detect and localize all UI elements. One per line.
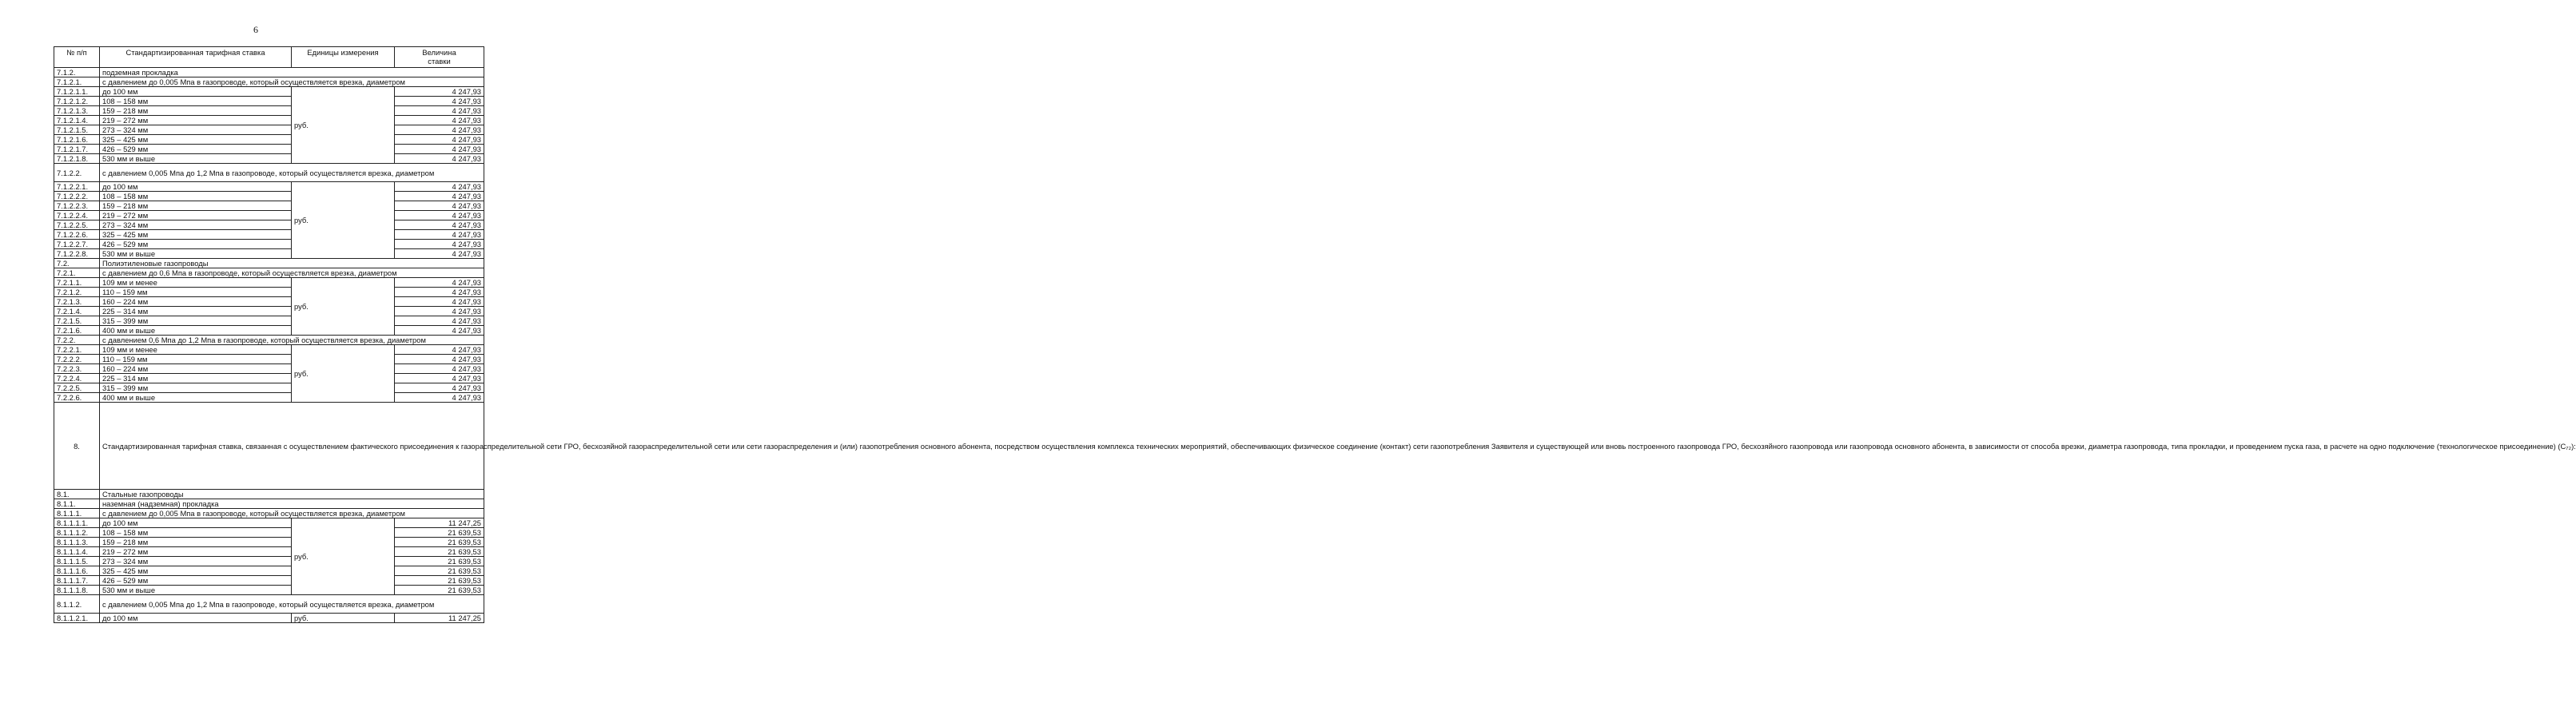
header-rate: Стандартизированная тарифная ставка <box>100 47 292 68</box>
row-number: 7.2.1.1. <box>54 278 100 288</box>
row-diameter: до 100 мм <box>100 182 292 192</box>
table-row <box>54 528 484 538</box>
section-row <box>54 68 484 77</box>
row-value: 4 247,93 <box>395 154 484 164</box>
row-number: 7.2.2.4. <box>54 374 100 383</box>
row-value: 4 247,93 <box>395 106 484 116</box>
unit-cell: руб. <box>292 345 395 403</box>
row-number: 8.1.1.1.8. <box>54 586 100 595</box>
section-title: с давлением до 0,6 Мпа в газопроводе, который осуществляется врезка, диаметром <box>100 268 484 278</box>
row-value: 21 639,53 <box>395 528 484 538</box>
row-diameter: 530 мм и выше <box>100 154 292 164</box>
row-number: 7.2.1. <box>54 268 100 278</box>
table-row <box>54 345 484 355</box>
row-number: 8.1.1.1.3. <box>54 538 100 547</box>
section-row <box>54 490 484 499</box>
row-diameter: 110 – 159 мм <box>100 355 292 364</box>
section-description: Стандартизированная тарифная ставка, связанная с осуществлением фактического присоединения к газораспределительной сети ГРО, бесхозяйной газораспределительной сети или сети газораспределения и (или) газопотребления основного абонента, посредством осуществления комплекса технических мероприятий, обеспечивающих физическое соединение (контакт) сети газопотребления Заявителя и существующей или вновь построенного газопровода ГРО, бесхозяйного газопровода или газопровода основного абонента, в зависимости от способа врезки, диаметра газопровода, типа прокладки, и проведением пуска газа, в расчете на одно подключение (технологическое присоединение) (С₇₂): <box>100 403 484 490</box>
row-number: 7.1.2.1.7. <box>54 145 100 154</box>
row-number: 7.1.2.1.4. <box>54 116 100 125</box>
row-diameter: 108 – 158 мм <box>100 97 292 106</box>
row-value: 4 247,93 <box>395 374 484 383</box>
row-number: 7.1.2.2.3. <box>54 201 100 211</box>
row-value: 4 247,93 <box>395 355 484 364</box>
row-value: 4 247,93 <box>395 316 484 326</box>
row-number: 7.1.2.2.5. <box>54 220 100 230</box>
row-diameter: 109 мм и менее <box>100 345 292 355</box>
row-value: 4 247,93 <box>395 125 484 135</box>
row-diameter: 159 – 218 мм <box>100 201 292 211</box>
section-row <box>54 499 484 509</box>
row-value: 4 247,93 <box>395 345 484 355</box>
table-row <box>54 576 484 586</box>
row-number: 8.1.1.1.1. <box>54 518 100 528</box>
row-diameter: 110 – 159 мм <box>100 288 292 297</box>
row-number: 7.2.2.6. <box>54 393 100 403</box>
row-number: 7.2.1.5. <box>54 316 100 326</box>
row-number: 7.1.2. <box>54 68 100 77</box>
row-number: 7.1.2.2.8. <box>54 249 100 259</box>
tariff-table <box>54 46 2576 623</box>
row-diameter: 160 – 224 мм <box>100 364 292 374</box>
section-row <box>54 509 484 518</box>
table-row <box>54 125 484 135</box>
table-row <box>54 154 484 164</box>
row-diameter: 219 – 272 мм <box>100 547 292 557</box>
row-diameter: до 100 мм <box>100 614 292 623</box>
row-diameter: 426 – 529 мм <box>100 240 292 249</box>
table-row <box>54 192 484 201</box>
section-row <box>54 259 484 268</box>
table-row <box>54 393 484 403</box>
row-diameter: 160 – 224 мм <box>100 297 292 307</box>
page-number: 6 <box>253 24 258 35</box>
row-value: 4 247,93 <box>395 220 484 230</box>
row-number: 7.1.2.1.1. <box>54 87 100 97</box>
table-row <box>54 518 484 528</box>
row-number: 7.1.2.2. <box>54 164 100 182</box>
row-value: 4 247,93 <box>395 240 484 249</box>
row-diameter: 225 – 314 мм <box>100 307 292 316</box>
table-row <box>54 230 484 240</box>
row-diameter: 159 – 218 мм <box>100 106 292 116</box>
table-row <box>54 211 484 220</box>
row-number: 8.1.1.1.4. <box>54 547 100 557</box>
row-value: 11 247,25 <box>395 518 484 528</box>
unit-cell: руб. <box>292 87 395 164</box>
table-row <box>54 374 484 383</box>
row-number: 7.1.2.2.1. <box>54 182 100 192</box>
row-value: 4 247,93 <box>395 201 484 211</box>
row-number: 7.1.2.1.5. <box>54 125 100 135</box>
row-value: 4 247,93 <box>395 97 484 106</box>
row-value: 4 247,93 <box>395 278 484 288</box>
table-row <box>54 307 484 316</box>
row-number: 7.1.2.2.4. <box>54 211 100 220</box>
table-row <box>54 586 484 595</box>
section-title: с давлением 0,005 Мпа до 1,2 Мпа в газопроводе, который осуществляется врезка, диаметром <box>100 595 484 614</box>
row-diameter: до 100 мм <box>100 87 292 97</box>
table-row <box>54 297 484 307</box>
table-row <box>54 182 484 192</box>
row-diameter: 273 – 324 мм <box>100 125 292 135</box>
row-value: 21 639,53 <box>395 576 484 586</box>
big-section-row <box>54 403 484 490</box>
row-value: 4 247,93 <box>395 145 484 154</box>
row-diameter: 273 – 324 мм <box>100 557 292 566</box>
row-number: 7.2.1.2. <box>54 288 100 297</box>
row-diameter: 219 – 272 мм <box>100 116 292 125</box>
table-row <box>54 614 484 623</box>
header-unit: Единицы измерения <box>292 47 395 68</box>
table-row <box>54 316 484 326</box>
row-number: 8.1.1.1. <box>54 509 100 518</box>
row-value: 21 639,53 <box>395 547 484 557</box>
row-number: 8.1.1.2.1. <box>54 614 100 623</box>
table-row <box>54 201 484 211</box>
row-diameter: 109 мм и менее <box>100 278 292 288</box>
row-diameter: 325 – 425 мм <box>100 566 292 576</box>
table-row <box>54 87 484 97</box>
row-value: 4 247,93 <box>395 116 484 125</box>
row-number: 7.2.1.6. <box>54 326 100 336</box>
row-diameter: 530 мм и выше <box>100 249 292 259</box>
row-number: 7.2.2.1. <box>54 345 100 355</box>
row-value: 4 247,93 <box>395 393 484 403</box>
row-number: 7.1.2.2.7. <box>54 240 100 249</box>
table-row <box>54 220 484 230</box>
section-title: с давлением 0,6 Мпа до 1,2 Мпа в газопроводе, который осуществляется врезка, диаметром <box>100 336 484 345</box>
section-row <box>54 77 484 87</box>
row-value: 4 247,93 <box>395 211 484 220</box>
row-diameter: 400 мм и выше <box>100 393 292 403</box>
table-row <box>54 557 484 566</box>
row-diameter: 108 – 158 мм <box>100 192 292 201</box>
row-number: 7.2.2.5. <box>54 383 100 393</box>
row-value: 4 247,93 <box>395 135 484 145</box>
section-row <box>54 268 484 278</box>
row-number: 8.1.1.1.5. <box>54 557 100 566</box>
row-value: 21 639,53 <box>395 566 484 576</box>
row-number: 8.1.1.1.7. <box>54 576 100 586</box>
table-row <box>54 249 484 259</box>
row-number: 7.1.2.1.3. <box>54 106 100 116</box>
row-number: 7.2. <box>54 259 100 268</box>
section-row <box>54 336 484 345</box>
unit-cell: руб. <box>292 518 395 595</box>
table-body <box>54 68 2576 623</box>
section-title: Полиэтиленовые газопроводы <box>100 259 484 268</box>
table-header-row <box>54 47 484 68</box>
row-number: 8.1.1.1.2. <box>54 528 100 538</box>
row-number: 8.1.1. <box>54 499 100 509</box>
section-title: Стальные газопроводы <box>100 490 484 499</box>
unit-cell: руб. <box>292 182 395 259</box>
row-value: 4 247,93 <box>395 288 484 297</box>
table-row <box>54 383 484 393</box>
row-number: 8. <box>54 403 100 490</box>
table-row <box>54 135 484 145</box>
row-diameter: 325 – 425 мм <box>100 135 292 145</box>
table-row <box>54 326 484 336</box>
row-value: 11 247,25 <box>395 614 484 623</box>
row-number: 7.1.2.1.8. <box>54 154 100 164</box>
section-title: с давлением до 0,005 Мпа в газопроводе, который осуществляется врезка, диаметром <box>100 509 484 518</box>
row-number: 7.1.2.1. <box>54 77 100 87</box>
section-title: подземная прокладка <box>100 68 484 77</box>
table-row <box>54 278 484 288</box>
row-value: 4 247,93 <box>395 297 484 307</box>
row-value: 4 247,93 <box>395 249 484 259</box>
row-value: 4 247,93 <box>395 326 484 336</box>
row-value: 21 639,53 <box>395 557 484 566</box>
row-diameter: 400 мм и выше <box>100 326 292 336</box>
table-row <box>54 116 484 125</box>
section-row <box>54 595 484 614</box>
row-number: 8.1. <box>54 490 100 499</box>
row-value: 21 639,53 <box>395 538 484 547</box>
row-value: 4 247,93 <box>395 182 484 192</box>
row-diameter: до 100 мм <box>100 518 292 528</box>
unit-cell: руб. <box>292 278 395 336</box>
row-number: 7.1.2.1.6. <box>54 135 100 145</box>
row-diameter: 325 – 425 мм <box>100 230 292 240</box>
row-number: 8.1.1.1.6. <box>54 566 100 576</box>
row-diameter: 273 – 324 мм <box>100 220 292 230</box>
row-number: 7.1.2.2.6. <box>54 230 100 240</box>
row-diameter: 530 мм и выше <box>100 586 292 595</box>
row-diameter: 426 – 529 мм <box>100 145 292 154</box>
row-number: 7.1.2.1.2. <box>54 97 100 106</box>
section-title: с давлением 0,005 Мпа до 1,2 Мпа в газопроводе, который осуществляется врезка, диаметром <box>100 164 484 182</box>
row-value: 4 247,93 <box>395 383 484 393</box>
section-title: с давлением до 0,005 Мпа в газопроводе, который осуществляется врезка, диаметром <box>100 77 484 87</box>
header-number: № п/п <box>54 47 100 68</box>
row-diameter: 108 – 158 мм <box>100 528 292 538</box>
table-row <box>54 106 484 116</box>
row-number: 7.2.1.4. <box>54 307 100 316</box>
row-value: 4 247,93 <box>395 192 484 201</box>
table-row <box>54 355 484 364</box>
row-number: 7.1.2.2.2. <box>54 192 100 201</box>
table-row <box>54 538 484 547</box>
row-value: 4 247,93 <box>395 87 484 97</box>
row-value: 21 639,53 <box>395 586 484 595</box>
section-title: наземная (надземная) прокладка <box>100 499 484 509</box>
table-row <box>54 97 484 106</box>
table-row <box>54 364 484 374</box>
table-row <box>54 145 484 154</box>
row-diameter: 225 – 314 мм <box>100 374 292 383</box>
table-row <box>54 547 484 557</box>
row-diameter: 159 – 218 мм <box>100 538 292 547</box>
row-number: 7.2.2.3. <box>54 364 100 374</box>
row-number: 8.1.1.2. <box>54 595 100 614</box>
row-value: 4 247,93 <box>395 364 484 374</box>
row-diameter: 315 – 399 мм <box>100 383 292 393</box>
row-diameter: 219 – 272 мм <box>100 211 292 220</box>
table-row <box>54 288 484 297</box>
section-row <box>54 164 484 182</box>
row-number: 7.2.2. <box>54 336 100 345</box>
row-number: 7.2.2.2. <box>54 355 100 364</box>
row-diameter: 426 – 529 мм <box>100 576 292 586</box>
header-value: Величина ставки <box>395 47 484 68</box>
unit-cell: руб. <box>292 614 395 623</box>
row-number: 7.2.1.3. <box>54 297 100 307</box>
row-value: 4 247,93 <box>395 230 484 240</box>
row-diameter: 315 – 399 мм <box>100 316 292 326</box>
table-row <box>54 240 484 249</box>
row-value: 4 247,93 <box>395 307 484 316</box>
table-row <box>54 566 484 576</box>
